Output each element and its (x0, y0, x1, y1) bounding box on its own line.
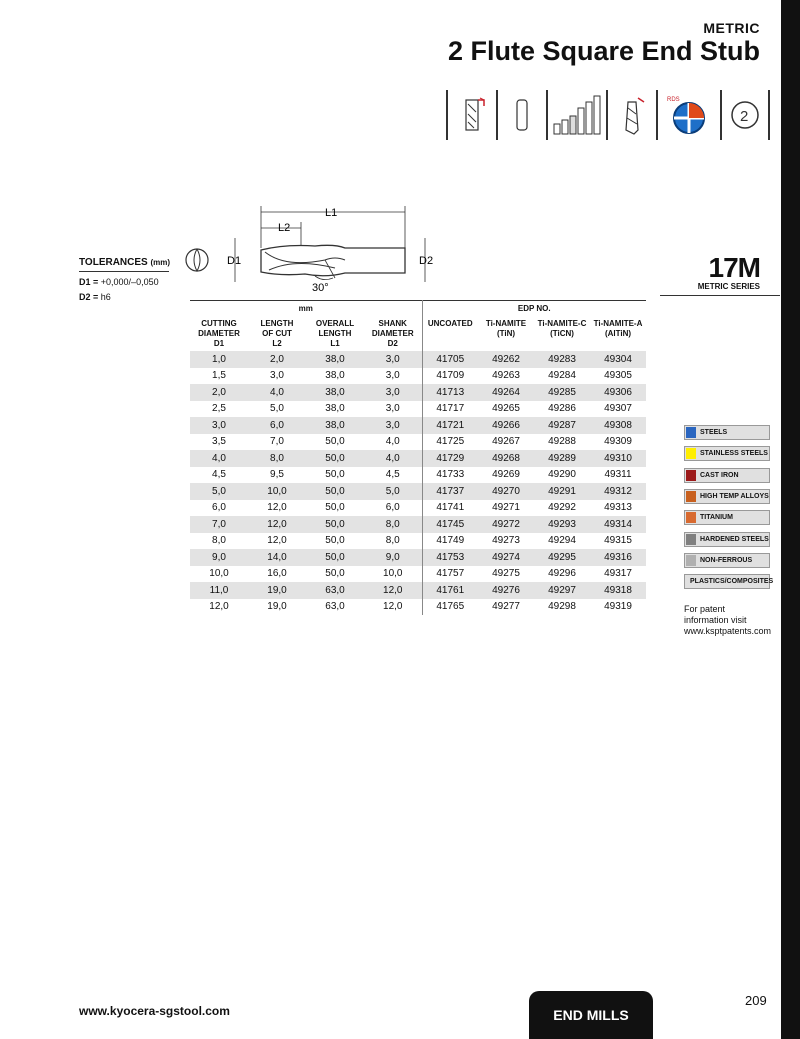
table-cell: 38,0 (325, 403, 345, 415)
material-tag (684, 446, 770, 461)
table-cell: 49294 (548, 535, 576, 547)
table-cell: 12,0 (248, 516, 306, 533)
material-label: PLASTICS/COMPOSITES (690, 578, 774, 586)
table-cell: 49284 (548, 370, 576, 382)
table-cell: 49311 (604, 469, 632, 481)
patent-link[interactable]: www.ksptpatents.com (684, 626, 772, 636)
tool-drawing (185, 200, 455, 300)
column-header: Ti-NAMITE (TiN) (485, 319, 527, 338)
table-cell: 49293 (534, 516, 590, 533)
table-cell: 49290 (548, 469, 576, 481)
table-cell: 49315 (604, 535, 632, 547)
table-cell: 3,0 (364, 384, 422, 401)
table-row (190, 467, 646, 484)
table-cell: 6,0 (248, 417, 306, 434)
table-cell: 3,0 (385, 370, 400, 382)
d2-label: D2 (419, 255, 434, 267)
series-label: METRIC SERIES (697, 282, 760, 291)
table-cell: 50,0 (325, 568, 345, 580)
table-cell: 11,0 (190, 582, 248, 599)
table-cell: 49297 (534, 582, 590, 599)
table-cell: 49308 (590, 417, 646, 434)
table-cell: 50,0 (325, 436, 345, 448)
table-cell: 49262 (478, 351, 534, 368)
table-cell: 3,0 (364, 351, 422, 368)
material-swatch (686, 555, 696, 566)
table-cell: 2,0 (248, 351, 306, 368)
table-cell: 49268 (478, 450, 534, 467)
table-cell: 8,0 (212, 535, 226, 547)
material-tag (684, 532, 770, 547)
material-label: HARDENED STEELS (700, 535, 769, 543)
table-cell: 49276 (478, 582, 534, 599)
table-cell: 7,0 (270, 436, 284, 448)
table-cell: 63,0 (306, 582, 364, 599)
table-cell: 14,0 (248, 549, 306, 566)
material-tag (684, 425, 770, 440)
table-cell: 41741 (422, 500, 478, 517)
material-swatch (686, 491, 696, 502)
table-cell: 3,0 (190, 417, 248, 434)
table-cell: 3,0 (270, 370, 284, 382)
tolerances-divider (79, 271, 169, 272)
table-cell: 63,0 (325, 601, 345, 613)
table-cell: 12,0 (383, 601, 403, 613)
table-cell: 5,0 (364, 483, 422, 500)
table-cell: 41713 (422, 384, 478, 401)
column-header: UNCOATED (422, 317, 478, 351)
table-row (190, 417, 646, 434)
tool-geometry-icon (446, 90, 496, 140)
table-cell: 49298 (548, 601, 576, 613)
table-cell: 49289 (534, 450, 590, 467)
table-row (190, 516, 646, 533)
material-label: CAST IRON (700, 471, 739, 479)
table-cell: 41709 (422, 368, 478, 385)
table-cell: 41721 (422, 417, 478, 434)
table-row (190, 533, 646, 550)
edp-table (190, 300, 646, 615)
table-row (190, 351, 646, 368)
table-cell: 41745 (422, 516, 478, 533)
table-cell: 49316 (590, 549, 646, 566)
table-cell: 50,0 (306, 516, 364, 533)
table-cell: 50,0 (325, 502, 345, 514)
table-row (190, 434, 646, 451)
table-cell: 6,0 (385, 502, 400, 514)
table-cell: 4,0 (364, 450, 422, 467)
table-cell: 49266 (478, 417, 534, 434)
table-cell: 38,0 (306, 384, 364, 401)
table-cell: 49313 (604, 502, 632, 514)
material-swatch (686, 534, 696, 545)
material-swatch (686, 512, 696, 523)
material-label: HIGH TEMP ALLOYS (700, 492, 769, 500)
table-cell: 2,0 (190, 384, 248, 401)
table-cell: 49307 (604, 403, 632, 415)
material-label: NON-FERROUS (700, 556, 753, 564)
patent-note: For patent information visit www.ksptpatents.com (684, 604, 772, 636)
table-cell: 10,0 (383, 568, 403, 580)
column-header: OVERALL LENGTH L1 (315, 319, 355, 348)
material-swatch (686, 427, 696, 438)
l1-label: L1 (325, 207, 338, 219)
table-cell: 49263 (492, 370, 520, 382)
rds-text: RDS (667, 97, 680, 103)
column-header: Ti-NAMITE-C (TiCN) (537, 319, 587, 338)
table-cell: 1,5 (212, 370, 226, 382)
table-cell: 9,5 (270, 469, 284, 481)
table-cell: 38,0 (306, 351, 364, 368)
flute-count-icon (720, 90, 770, 140)
table-cell: 49287 (534, 417, 590, 434)
table-cell: 50,0 (325, 469, 345, 481)
table-cell: 4,0 (385, 436, 400, 448)
table-cell: 41749 (422, 533, 478, 550)
material-tag (684, 553, 770, 568)
series-block (698, 254, 760, 291)
table-cell: 49317 (604, 568, 632, 580)
table-cell: 41765 (422, 599, 478, 616)
table-cell: 12,0 (364, 582, 422, 599)
table-cell: 49310 (590, 450, 646, 467)
end-mill-icon (606, 90, 656, 140)
edp-group-header: EDP NO. (422, 301, 646, 318)
material-tag (684, 574, 774, 589)
length-chart-icon (546, 90, 606, 140)
table-cell: 41753 (422, 549, 478, 566)
table-cell: 50,0 (306, 549, 364, 566)
material-label: STAINLESS STEELS (700, 450, 768, 458)
column-header: CUTTING DIAMETER D1 (198, 319, 240, 348)
table-cell: 50,0 (325, 535, 345, 547)
table-cell: 41761 (422, 582, 478, 599)
d1-label: D1 (227, 255, 242, 267)
table-cell: 49274 (478, 549, 534, 566)
table-cell: 8,0 (248, 450, 306, 467)
table-cell: 16,0 (267, 568, 287, 580)
table-cell: 3,0 (385, 403, 400, 415)
mm-group-header: mm (298, 304, 313, 313)
table-cell: 10,0 (248, 483, 306, 500)
table-cell: 49318 (590, 582, 646, 599)
table-cell: 49305 (604, 370, 632, 382)
table-cell: 6,0 (212, 502, 226, 514)
table-cell: 9,0 (190, 549, 248, 566)
table-cell: 49285 (534, 384, 590, 401)
table-cell: 41733 (422, 467, 478, 484)
table-cell: 7,0 (190, 516, 248, 533)
table-cell: 2,5 (212, 403, 226, 415)
table-row (190, 582, 646, 599)
table-cell: 49272 (478, 516, 534, 533)
table-cell: 49264 (478, 384, 534, 401)
table-cell: 49319 (604, 601, 632, 613)
table-cell: 41729 (422, 450, 478, 467)
table-cell: 8,0 (364, 516, 422, 533)
material-label: STEELS (700, 429, 728, 436)
table-cell: 49277 (492, 601, 520, 613)
table-cell: 4,5 (385, 469, 400, 481)
table-cell: 12,0 (267, 535, 287, 547)
feature-icon-row (446, 90, 770, 140)
table-cell: 19,0 (248, 582, 306, 599)
table-row (190, 566, 646, 583)
angle-label: 30° (312, 282, 329, 294)
table-cell: 49304 (590, 351, 646, 368)
table-cell: 49291 (534, 483, 590, 500)
page-title: 2 Flute Square End Stub (447, 36, 760, 66)
table-row (190, 450, 646, 467)
table-cell: 49312 (590, 483, 646, 500)
column-header: Ti-NAMITE-A (AlTiN) (593, 319, 643, 338)
table-cell: 5,0 (190, 483, 248, 500)
table-cell: 50,0 (306, 483, 364, 500)
table-cell: 1,0 (190, 351, 248, 368)
table-row (190, 368, 646, 385)
column-header: LENGTH OF CUT L2 (260, 319, 294, 348)
table-cell: 49273 (492, 535, 520, 547)
table-cell: 3,0 (364, 417, 422, 434)
table-cell: 38,0 (306, 417, 364, 434)
table-cell: 49295 (534, 549, 590, 566)
table-cell: 49296 (548, 568, 576, 580)
table-row (190, 500, 646, 517)
rds-coating-icon (656, 90, 720, 140)
table-cell: 49309 (604, 436, 632, 448)
table-cell: 49288 (548, 436, 576, 448)
table-cell: 4,0 (248, 384, 306, 401)
tolerance-d1: D1 = +0,000/–0,050 (79, 277, 159, 287)
table-cell: 38,0 (325, 370, 345, 382)
table-row (190, 384, 646, 401)
table-cell: 49275 (492, 568, 520, 580)
table-cell: 9,0 (364, 549, 422, 566)
end-view-circle (186, 249, 208, 271)
table-cell: 4,0 (190, 450, 248, 467)
material-swatch (686, 448, 696, 459)
table-cell: 49271 (492, 502, 520, 514)
series-divider (660, 295, 780, 296)
table-cell: 10,0 (209, 568, 229, 580)
table-cell: 12,0 (267, 502, 287, 514)
table-cell: 50,0 (306, 450, 364, 467)
right-edge-bar (781, 0, 800, 1039)
table-cell: 8,0 (385, 535, 400, 547)
column-header: SHANK DIAMETER D2 (371, 319, 414, 348)
tolerances-heading: TOLERANCES (mm) (79, 257, 171, 268)
table-cell: 49283 (534, 351, 590, 368)
table-cell: 41725 (422, 434, 478, 451)
shank-icon (496, 90, 546, 140)
metric-label: METRIC (703, 20, 760, 36)
material-tag (684, 489, 770, 504)
l2-label: L2 (278, 222, 291, 234)
table-cell: 49265 (492, 403, 520, 415)
flute-count-text: 2 (740, 108, 749, 125)
table-row (190, 483, 646, 500)
table-row (190, 549, 646, 566)
table-cell: 49267 (492, 436, 520, 448)
material-swatch (686, 470, 696, 481)
table-cell: 41737 (422, 483, 478, 500)
material-tag (684, 468, 770, 483)
series-code: 17M (708, 252, 760, 283)
page-number: 209 (745, 993, 767, 1008)
table-cell: 41705 (422, 351, 478, 368)
table-cell: 41717 (422, 401, 478, 418)
table-cell: 49292 (548, 502, 576, 514)
table-cell: 49269 (492, 469, 520, 481)
table-cell: 49306 (590, 384, 646, 401)
material-tag (684, 510, 770, 525)
table-cell: 41757 (422, 566, 478, 583)
table-row (190, 599, 646, 616)
table-row (190, 401, 646, 418)
table-cell: 49286 (548, 403, 576, 415)
material-label: TITANIUM (700, 514, 733, 522)
table-cell: 12,0 (209, 601, 229, 613)
footer-url[interactable]: www.kyocera-sgstool.com (79, 1004, 230, 1018)
table-cell: 4,5 (212, 469, 226, 481)
table-cell: 3,5 (212, 436, 226, 448)
table-cell: 19,0 (267, 601, 287, 613)
table-cell: 5,0 (270, 403, 284, 415)
table-cell: 49270 (478, 483, 534, 500)
table-cell: 49314 (590, 516, 646, 533)
tolerance-d2: D2 = h6 (79, 292, 111, 302)
section-tab: END MILLS (529, 991, 653, 1039)
